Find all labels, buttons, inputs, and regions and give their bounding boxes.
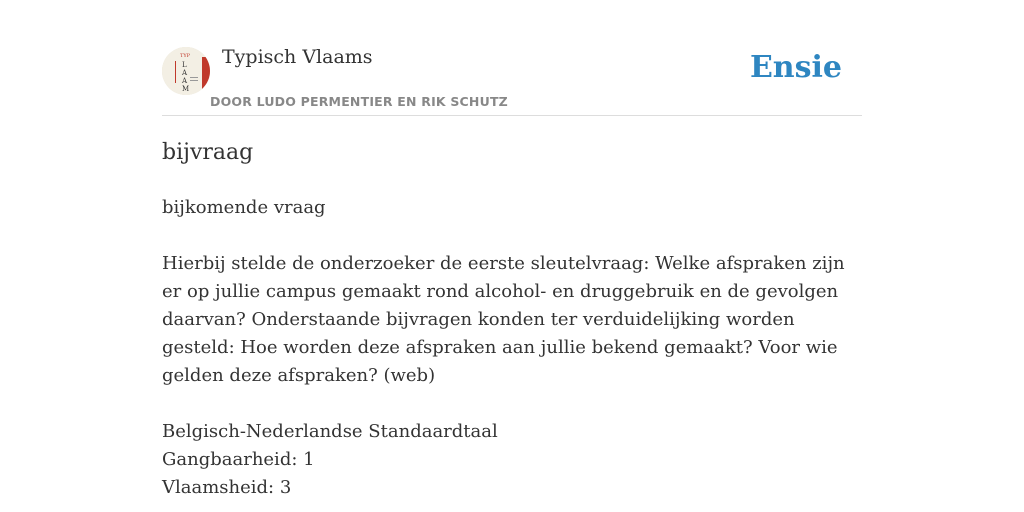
svg-text:L: L xyxy=(182,61,187,69)
entry-definition: bijkomende vraag xyxy=(162,197,326,218)
entry-term: bijvraag xyxy=(162,140,254,165)
svg-text:A: A xyxy=(182,77,188,85)
page-content xyxy=(162,0,862,498)
entry-meta xyxy=(162,418,498,502)
vlaamsheid-label: Vlaamsheid: 3 xyxy=(162,477,292,498)
header xyxy=(162,0,862,116)
entry-example: Hierbij stelde de onderzoeker de eerste sleutelvraag: Welke afspraken zijn er op jullie campus gemaakt rond alcohol- en druggebruik en de gevolgen daarvan? Onderstaande bijvragen konden ter verduidelijking worden gesteld: Hoe worden deze afspraken aan jullie bekend gemaakt? Voor wie gelden deze afspraken? (web) xyxy=(162,253,845,386)
svg-text:M: M xyxy=(182,85,190,93)
language-label: Belgisch-Nederlandse Standaardtaal xyxy=(162,421,498,442)
authors-byline: DOOR LUDO PERMENTIER EN RIK SCHUTZ xyxy=(210,94,508,109)
book-cover-icon[interactable] xyxy=(162,47,210,95)
book-title[interactable]: Typisch Vlaams xyxy=(222,46,373,68)
svg-text:A: A xyxy=(182,69,188,77)
svg-text:TYP: TYP xyxy=(180,53,190,59)
gangbaarheid-label: Gangbaarheid: 1 xyxy=(162,449,315,470)
ensie-logo-link[interactable]: Ensie xyxy=(749,50,842,85)
